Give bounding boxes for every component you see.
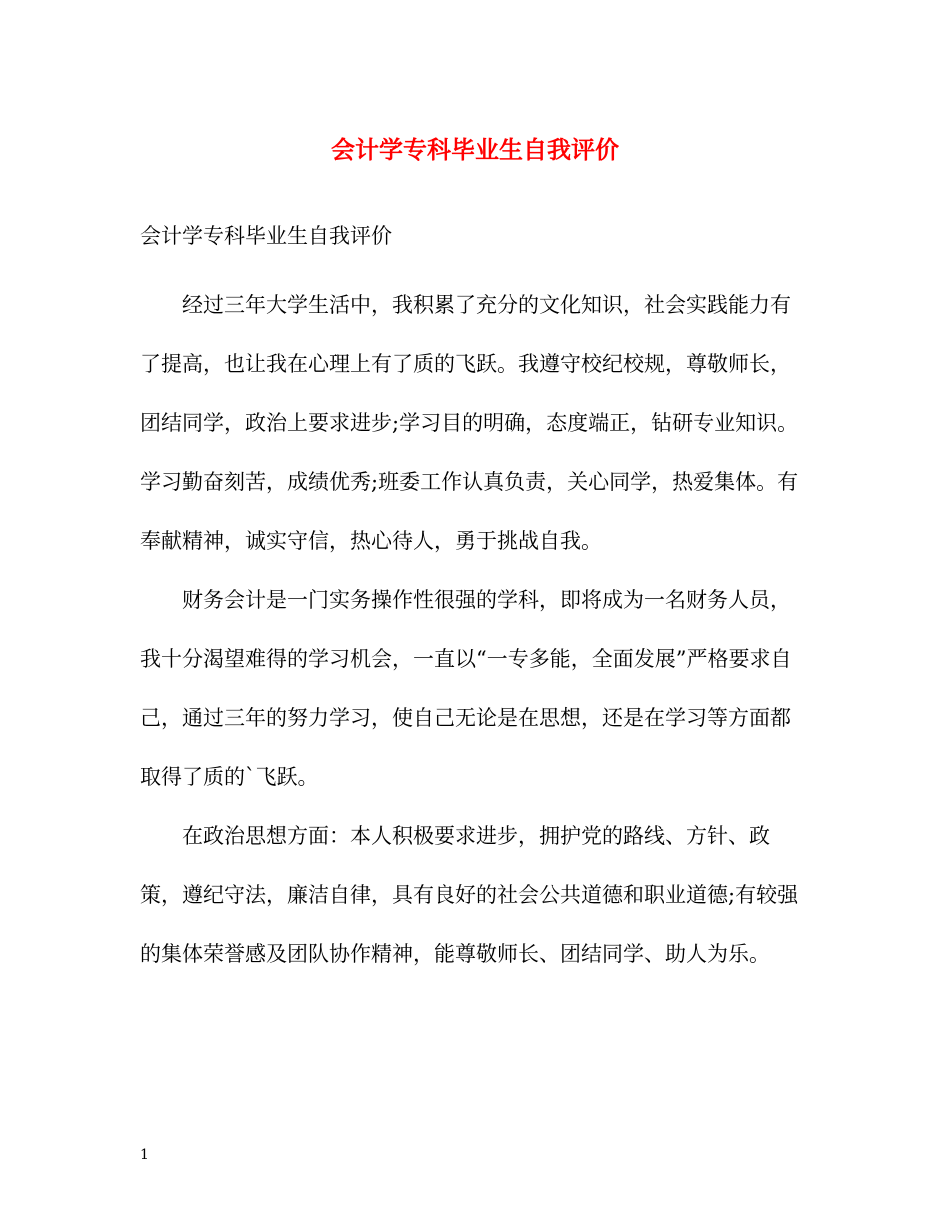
document-subtitle: 会计学专科毕业生自我评价 xyxy=(140,224,392,248)
paragraph-3: 在政治思想方面：本人积极要求进步，拥护党的路线、方针、政策，遵纪守法，廉洁自律，具有良好的社会公共道德和职业道德;有较强的集体荣誉感及团队协作精神，能尊敬师长、团结同学、助人为乐。 xyxy=(140,824,799,966)
paragraph-2: 财务会计是一门实务操作性很强的学科，即将成为一名财务人员，我十分渴望难得的学习机会，一直以“一专多能，全面发展”严格要求自己，通过三年的努力学习，使自己无论是在思想，还是在学习等方面都取得了质的`飞跃。 xyxy=(140,588,792,789)
document-body xyxy=(140,276,810,984)
paragraph-1: 经过三年大学生活中，我积累了充分的文化知识，社会实践能力有了提高，也让我在心理上有了质的飞跃。我遵守校纪校规，尊敬师长，团结同学，政治上要求进步;学习目的明确，态度端正，钻研专业知识。学习勤奋刻苦，成绩优秀;班委工作认真负责，关心同学，热爱集体。有奉献精神，诚实守信，热心待人，勇于挑战自我。 xyxy=(140,293,799,553)
document-title: 会计学专科毕业生自我评价 xyxy=(331,136,619,164)
page-number: 1 xyxy=(140,1147,149,1163)
